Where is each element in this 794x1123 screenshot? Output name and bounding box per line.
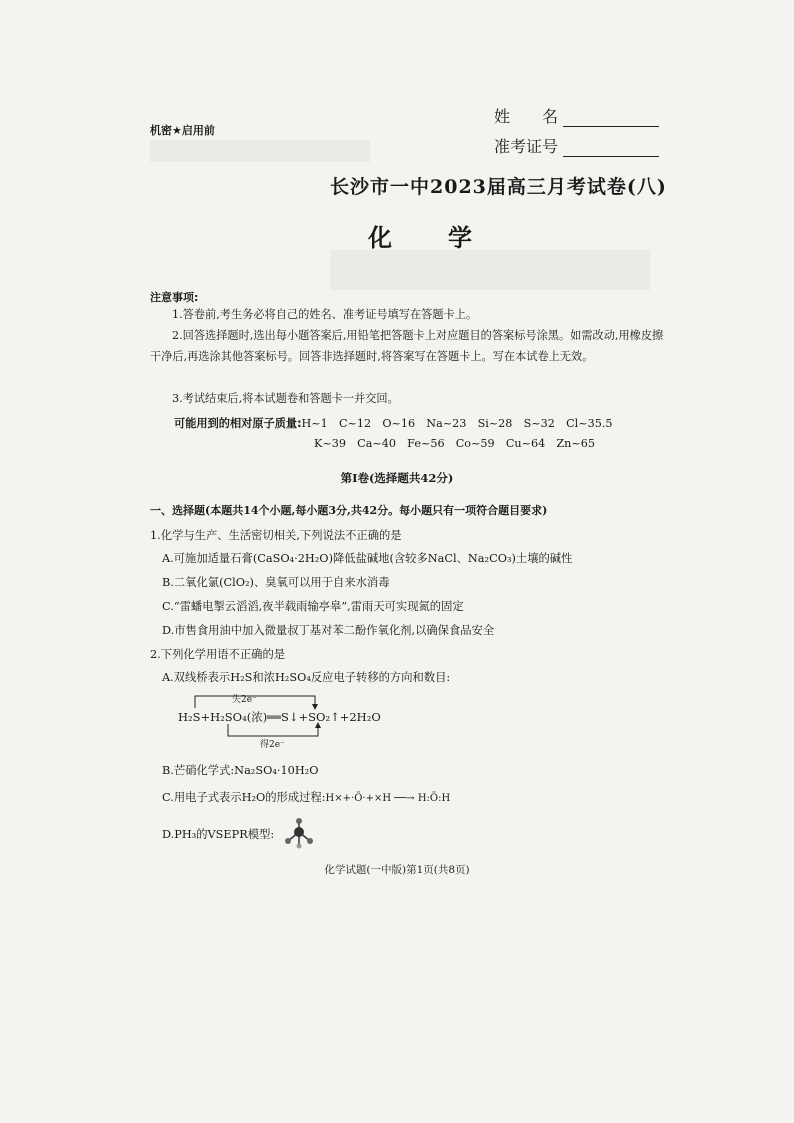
id-blank <box>563 156 659 157</box>
question-2-stem: 2.下列化学用语不正确的是 <box>150 648 286 661</box>
question-1-option-c: C.“雷蟠电掣云滔滔,夜半载雨输亭皋”,雷雨天可实现氮的固定 <box>162 600 464 613</box>
vsepr-model-icon <box>282 817 316 851</box>
question-1-option-d: D.市售食用油中加入微量叔丁基对苯二酚作氧化剂,以确保食品安全 <box>162 624 495 637</box>
part-heading: 第Ⅰ卷(选择题共42分) <box>340 471 454 485</box>
masses-line-2: K~39 Ca~40 Fe~56 Co~59 Cu~64 Zn~65 <box>314 437 595 450</box>
exam-title: 长沙市一中2023届高三月考试卷(八) <box>330 176 667 198</box>
question-1-stem: 1.化学与生产、生活密切相关,下列说法不正确的是 <box>150 529 402 542</box>
question-2-option-c <box>162 789 450 805</box>
show-through-shade <box>330 250 650 290</box>
masses-label: 可能用到的相对原子质量: <box>174 417 302 430</box>
notice-item-2: 2.回答选择题时,选出每小题答案后,用铅笔把答题卡上对应题目的答案标号涂黑。如需改动,用橡皮擦干净后,再选涂其他答案标号。回答非选择题时,将答案写在答题卡上。写在本试卷上无效。 <box>150 329 664 363</box>
gain-electron-bridge <box>228 724 318 736</box>
section-heading: 一、选择题(本题共14个小题,每小题3分,共42分。每小题只有一项符合题目要求) <box>150 504 548 517</box>
atomic-masses <box>174 414 674 454</box>
electron-formula: H×+·Ö·+×H ──→ H:Ö:H <box>325 793 451 804</box>
show-through-shade <box>150 140 370 162</box>
name-label: 姓 名 <box>494 107 559 126</box>
option-c-text: C.用电子式表示H₂O的形成过程: <box>162 791 326 804</box>
question-1-option-a: A.可施加适量石膏(CaSO₄·2H₂O)降低盐碱地(含较多NaCl、Na₂CO₃)土壤的碱性 <box>162 552 573 565</box>
confidential-label: 机密★启用前 <box>150 124 215 137</box>
question-2-option-a: A.双线桥表示H₂S和浓H₂SO₄反应电子转移的方向和数目: <box>162 671 451 684</box>
gain-electrons-label: 得2e⁻ <box>260 740 285 750</box>
lose-electrons-label: 失2e⁻ <box>232 695 257 705</box>
question-2-option-d: D.PH₃的VSEPR模型: <box>162 828 275 841</box>
id-label: 准考证号 <box>494 137 559 156</box>
page-footer: 化学试题(一中版)第1页(共8页) <box>324 864 470 876</box>
name-blank <box>563 126 659 127</box>
redox-equation: H₂S+H₂SO₄(浓)══S↓+SO₂↑+2H₂O <box>178 710 381 724</box>
notice-item-1: 1.答卷前,考生务必将自己的姓名、准考证号填写在答题卡上。 <box>172 308 478 321</box>
subject-title: 化 学 <box>368 223 488 252</box>
notice-heading: 注意事项: <box>150 291 199 304</box>
question-1-option-b: B.二氧化氯(ClO₂)、臭氧可以用于自来水消毒 <box>162 576 390 589</box>
masses-line-1: H~1 C~12 O~16 Na~23 Si~28 S~32 Cl~35.5 <box>301 417 613 430</box>
name-field <box>494 104 659 127</box>
notice-item-3: 3.考试结束后,将本试题卷和答题卡一并交回。 <box>172 392 399 405</box>
id-field <box>494 134 659 157</box>
question-2-option-b: B.芒硝化学式:Na₂SO₄·10H₂O <box>162 764 319 777</box>
